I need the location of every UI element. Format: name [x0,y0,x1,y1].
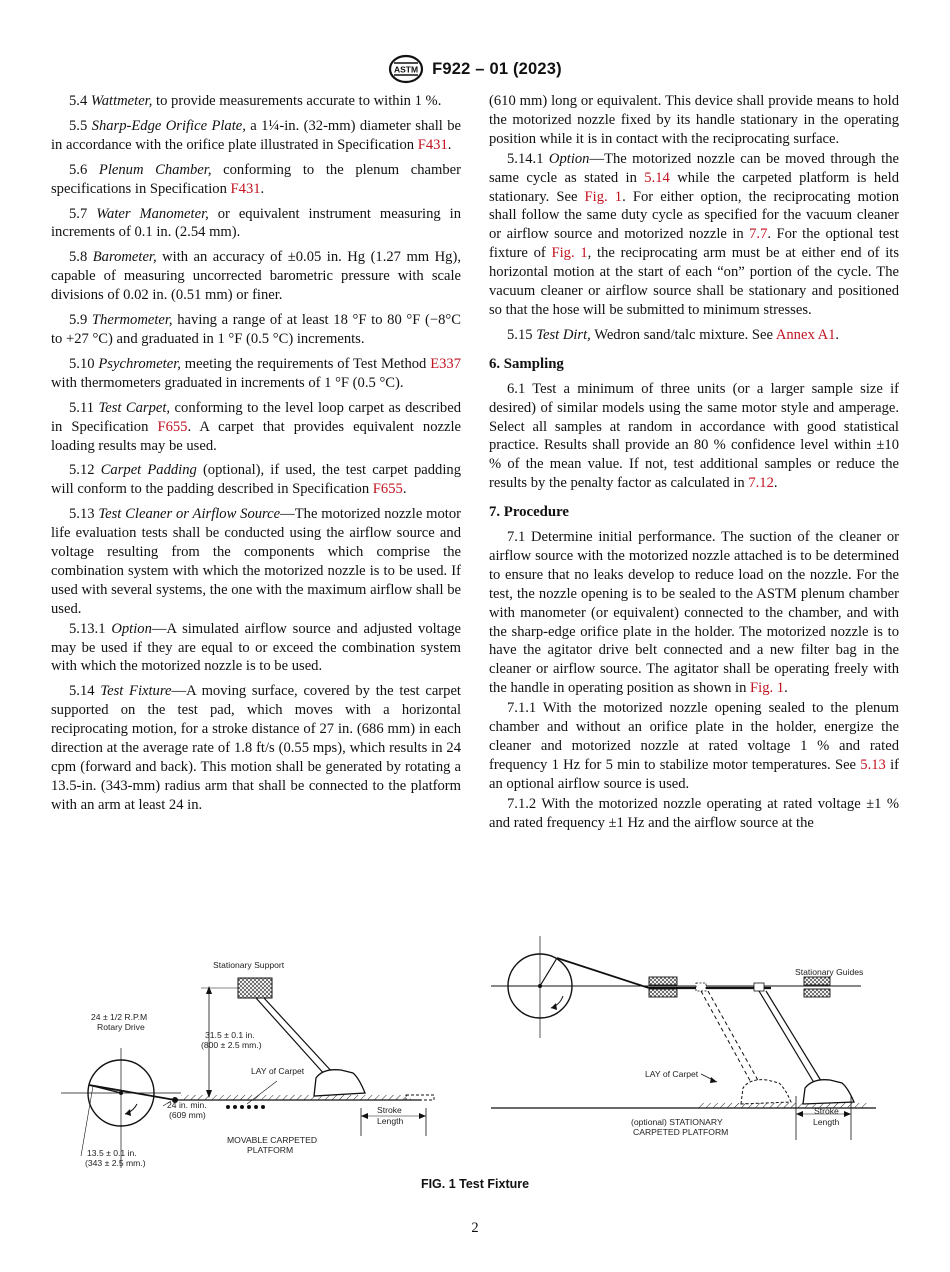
ref-link-fig-1[interactable]: Fig. 1 [551,245,588,262]
section-5-12: 5.12 Carpet Padding (optional), if used, the test carpet padding will conform to the padding described in Specification F655. [51,462,461,498]
section-7-1-2: 7.1.2 With the motorized nozzle operating at rated voltage ±1 % and rated frequency ±1 Hz and the airflow source at the [489,795,899,831]
heading-procedure: 7. Procedure [489,504,569,521]
ref-link-e337[interactable]: E337 [430,355,461,372]
ref-link-5-14[interactable]: 5.14 [644,169,670,186]
section-5-14: 5.14 Test Fixture—A moving surface, covered by the test carpet supported on the test pad, which moves with a horizontal reciprocating motion, for a stroke distance of 27 in. (686 mm) in each direction at the average rate of 1.8 ft/s (0.55 mps), which results in 24 cpm (forward and back). This motion shall be generated by rotating a 13.5-in. (343-mm) radius arm that shall be connected to the platform with an arm at least 24 in. [51,683,461,813]
section-5-15: 5.15 Test Dirt, Wedron sand/talc mixture. See Annex A1. [507,326,840,343]
section-5-11: 5.11 Test Carpet, conforming to the level loop carpet as described in Specification F655. A carpet that provides equivalent nozzle loading results may be used. [51,399,461,454]
section-6-1: 6.1 Test a minimum of three units (or a larger sample size if desired) of similar models using the same motor style and amperage. Select all samples at random in accordance with good statistical practice. Results shall provide an 80 % confidence level within ±10 % of the mean value. If not, test additional samples or reduce the results by the penalty factor as calculated in 7.12. [489,380,899,492]
label-arm-min-mm: (609 mm) [169,1110,206,1120]
guide-block-right-bottom [804,989,830,997]
label-platform: PLATFORM [247,1145,294,1155]
label-height-mm: (800 ± 2.5 mm.) [201,1040,262,1050]
astm-logo-icon [388,54,424,84]
document-designation: F922 – 01 (2023) [432,59,562,78]
motorized-nozzle-right [803,1080,854,1104]
section-5-7: 5.7 Water Manometer, or equivalent instrument measuring in increments of 0.1 in. (2.54 mm). [51,205,462,241]
right-diagram-stationary-platform [491,936,876,1140]
motorized-nozzle-dashed [741,1080,791,1104]
section-5-13-1: 5.13.1 Option—A simulated airflow source and adjusted voltage may be used if they are equal to or exceed the combination system with which the motorized nozzle is to be used. [51,620,461,675]
section-5-9: 5.9 Thermometer, having a range of at least 18 °F to 80 °F (−8°C to +27 °C) and graduated in 1 °F (0.5 °C) increments. [51,312,461,347]
heading-sampling: 6. Sampling [489,355,564,372]
carpet-surface [181,1095,411,1100]
guide-block-right-top [804,977,830,985]
label-rotary-drive: Rotary Drive [97,1022,145,1032]
label-stationary-support: Stationary Support [213,960,285,970]
logo-text: ASTM [394,64,419,75]
label-height-in: 31.5 ± 0.1 in. [205,1030,255,1040]
label-lay-of-carpet-left: LAY of Carpet [251,1066,305,1076]
section-5-8: 5.8 Barometer, with an accuracy of ±0.05 in. Hg (1.27 mm Hg), capable of measuring uncorrected barometric pressure with scale divisions of 0.02 in. (0.51 mm) or finer. [51,249,461,304]
label-carpeted-platform: CARPETED PLATFORM [633,1127,729,1137]
section-5-14-continued: (610 mm) long or equivalent. This device shall provide means to hold the motorized nozzle fixed by its handle stationary in the operating position while it is in contact with the reciprocating surface. [489,93,899,147]
guide-block-left-bottom [649,989,677,997]
ref-link-f431[interactable]: F431 [230,180,261,197]
label-radius-in: 13.5 ± 0.1 in. [87,1148,137,1158]
stationary-carpet-surface [697,1103,867,1108]
motorized-nozzle-left [314,1070,365,1096]
figure-caption: FIG. 1 Test Fixture [420,1177,530,1191]
label-stationary-guides: Stationary Guides [795,967,864,977]
figure-1-test-fixture [51,928,899,1178]
label-radius-mm: (343 ± 2.5 mm.) [85,1158,146,1168]
label-lay-of-carpet-right: LAY of Carpet [645,1069,699,1079]
left-diagram-movable-platform [61,960,434,1168]
section-5-10: 5.10 Psychrometer, meeting the requirements of Test Method E337 with thermometers graduated in increments of 1 °F (0.5 °C). [51,355,461,391]
ref-link-f431[interactable]: F431 [417,136,448,153]
ref-link-annex-a1[interactable]: Annex A1 [775,326,836,343]
label-length-left: Length [377,1116,404,1126]
ref-link-f655[interactable]: F655 [157,418,188,435]
connecting-arm [89,1085,175,1100]
page-number: 2 [471,1220,479,1236]
section-7-1: 7.1 Determine initial performance. The suction of the cleaner or airflow source with the motorized nozzle attached is to be determined to ensure that no leaks develop to reduce load on the nozzle. For the test, the nozzle opening is to be sealed to the ASTM plenum chamber with manometer (or equivalent) connected to the chamber, and with the sharp-edge orifice plate in the holder. The motorized nozzle is to have the agitator drive belt connected and a new filter bag in the cleaner or airflow source. The agitator shall be operating freely with the handle in operating position as shown in Fig. 1. [489,529,899,697]
platform-rollers [226,1105,265,1109]
ref-link-f655[interactable]: F655 [372,481,403,498]
label-stroke-right: Stroke [814,1106,839,1116]
section-5-4: 5.4 Wattmeter, to provide measurements accurate to within 1 %. [69,93,442,109]
ref-link-fig-1[interactable]: Fig. 1 [750,680,785,697]
document-header [0,54,950,84]
section-7-1-1: 7.1.1 With the motorized nozzle opening sealed to the plenum chamber and without an orifice plate in the holder, energize the cleaner and motorized nozzle at rated voltage 1 % and rated frequency 1 Hz for 5 min to stabilize motor temperatures. See 5.13 if an optional airflow source is used. [489,700,899,792]
test-fixture-diagram [51,928,899,1178]
label-arm-min-in: 24 in. min. [167,1100,207,1110]
section-5-13: 5.13 Test Cleaner or Airflow Source—The motorized nozzle motor life evaluation tests shall be conducted using the airflow source and voltage resulting from the components which comprise the combination system with which the motorized nozzle is to be used. If used with several systems, the one with the maximum airflow shall be used. [51,506,461,617]
guide-block-left-top [649,977,677,985]
label-optional-stationary: (optional) STATIONARY [631,1117,723,1127]
ref-link-7-12[interactable]: 7.12 [748,475,774,492]
connecting-arm-right [557,958,649,988]
label-movable-platform: MOVABLE CARPETED [227,1135,318,1145]
ref-link-7-7[interactable]: 7.7 [749,226,768,243]
right-column [489,92,899,839]
label-stroke-left: Stroke [377,1105,402,1115]
ref-link-5-13[interactable]: 5.13 [860,756,886,773]
label-length-right: Length [813,1117,840,1127]
section-5-14-1: 5.14.1 Option—The motorized nozzle can be moved through the same cycle as stated in 5.14 while the carpeted platform is held stationary. See Fig. 1. For either option, the reciprocating motion shall follow the same duty cycle as specified for the vacuum cleaner or airflow source and motorized nozzle in 7.7. For the optional test fixture of Fig. 1, the reciprocating arm must be at either end of its horizontal motion at the start of each “on” portion of the cycle. The vacuum cleaner or airflow source shall be stationary and positioned so that the hose will be submitted to minimum stresses. [489,150,899,318]
section-5-5: 5.5 Sharp-Edge Orifice Plate, a 1¼-in. (32-mm) diameter shall be in accordance with the orifice plate illustrated in Specification F431. [51,117,462,153]
section-5-6: 5.6 Plenum Chamber, conforming to the plenum chamber specifications in Specification F431. [51,161,461,197]
left-column [51,92,461,821]
ref-link-fig-1[interactable]: Fig. 1 [584,188,623,205]
label-rotary-drive-rpm: 24 ± 1/2 R.P.M [91,1012,148,1022]
stationary-support-block [238,978,272,998]
